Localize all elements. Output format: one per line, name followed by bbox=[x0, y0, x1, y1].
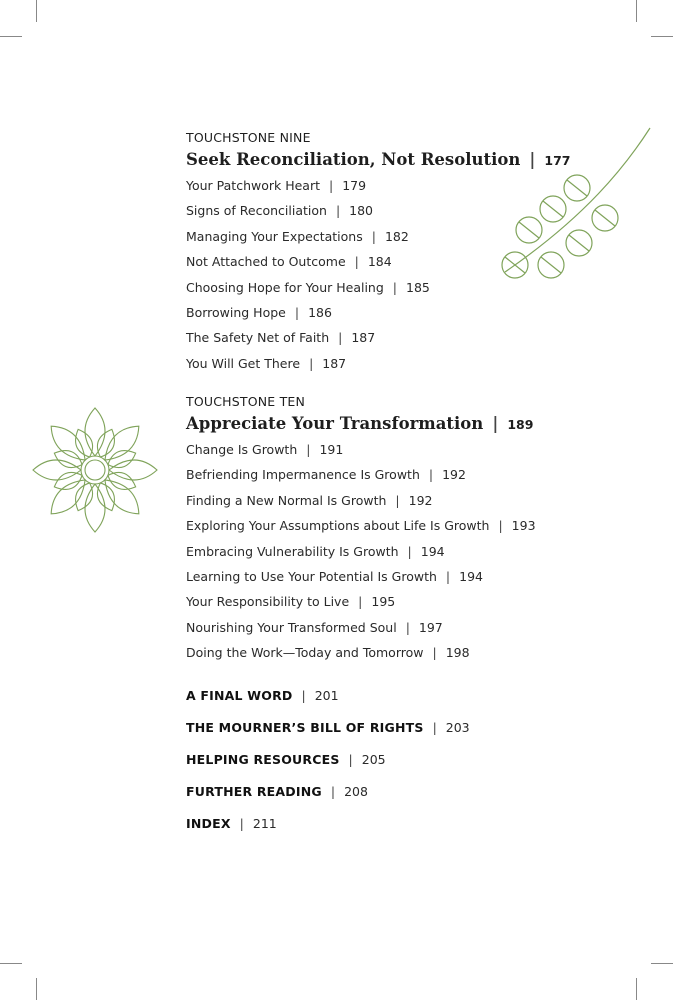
entry-title: You Will Get There bbox=[186, 355, 301, 371]
back-matter-entry[interactable] bbox=[186, 780, 470, 812]
entry-title: Managing Your Expectations bbox=[186, 228, 363, 244]
separator: | bbox=[358, 594, 363, 610]
touchstone-nine-entries bbox=[186, 173, 571, 376]
entry-title: Learning to Use Your Potential Is Growth bbox=[186, 568, 437, 584]
separator: | bbox=[529, 150, 536, 169]
entry-title: Nourishing Your Transformed Soul bbox=[186, 619, 397, 635]
separator: | bbox=[348, 752, 353, 767]
back-matter-list bbox=[186, 684, 470, 844]
separator: | bbox=[498, 518, 503, 534]
page-number: 180 bbox=[349, 203, 374, 219]
touchstone-ten-label: TOUCHSTONE TEN bbox=[186, 394, 306, 409]
entry-title: The Safety Net of Faith bbox=[186, 330, 330, 346]
toc-entry[interactable] bbox=[186, 325, 571, 350]
touchstone-nine-section bbox=[186, 130, 571, 376]
page-number: 192 bbox=[408, 492, 433, 508]
page-number: 203 bbox=[445, 720, 470, 735]
page-number: 211 bbox=[252, 816, 277, 831]
toc-entry[interactable] bbox=[186, 300, 571, 325]
separator: | bbox=[432, 645, 437, 661]
entry-title: Doing the Work—Today and Tomorrow bbox=[186, 645, 424, 661]
page-number: 187 bbox=[351, 330, 376, 346]
toc-entry[interactable] bbox=[186, 351, 571, 376]
crop-mark-left-bottom bbox=[0, 963, 22, 964]
toc-entry[interactable] bbox=[186, 275, 571, 300]
toc-entry[interactable] bbox=[186, 173, 571, 198]
back-matter-entry[interactable] bbox=[186, 716, 470, 748]
entry-title: Befriending Impermanence Is Growth bbox=[186, 467, 420, 483]
back-matter-entry[interactable] bbox=[186, 748, 470, 780]
touchstone-ten-title[interactable] bbox=[186, 412, 536, 437]
chapter-title-text: Appreciate Your Transformation bbox=[186, 414, 484, 433]
page-number: 191 bbox=[319, 442, 344, 457]
back-matter-entry[interactable] bbox=[186, 812, 470, 844]
crop-mark-bottom-left bbox=[36, 978, 37, 1000]
toc-entry[interactable] bbox=[186, 198, 571, 223]
separator: | bbox=[338, 330, 343, 346]
separator: | bbox=[239, 816, 244, 831]
page-number: 195 bbox=[371, 594, 396, 610]
touchstone-ten-section bbox=[186, 394, 536, 666]
separator: | bbox=[405, 619, 410, 635]
touchstone-nine-label: TOUCHSTONE NINE bbox=[186, 130, 311, 145]
page-number: 177 bbox=[544, 153, 571, 168]
separator: | bbox=[392, 279, 397, 295]
page-number: 194 bbox=[420, 543, 445, 559]
separator: | bbox=[335, 203, 341, 219]
page-number: 182 bbox=[384, 228, 409, 244]
page-number: 186 bbox=[308, 304, 332, 320]
entry-title: FURTHER READING bbox=[186, 784, 322, 799]
entry-title: Your Patchwork Heart bbox=[186, 178, 321, 193]
touchstone-ten-entries bbox=[186, 437, 536, 666]
separator: | bbox=[407, 543, 412, 559]
entry-title: Finding a New Normal Is Growth bbox=[186, 492, 387, 508]
page-number: 193 bbox=[511, 518, 536, 534]
chapter-title-text: Seek Reconciliation, Not Resolution bbox=[186, 150, 521, 169]
entry-title: Borrowing Hope bbox=[186, 304, 286, 320]
crop-mark-right-bottom bbox=[651, 963, 673, 964]
page-number: 187 bbox=[322, 355, 347, 371]
crop-mark-bottom-right bbox=[636, 978, 637, 1000]
separator: | bbox=[309, 355, 314, 371]
separator: | bbox=[371, 228, 376, 244]
entry-title: THE MOURNER’S BILL OF RIGHTS bbox=[186, 720, 424, 735]
entry-title: Embracing Vulnerability Is Growth bbox=[186, 543, 399, 559]
page-number: 189 bbox=[507, 417, 534, 432]
page-number: 197 bbox=[418, 619, 443, 635]
entry-title: Exploring Your Assumptions about Life Is Growth bbox=[186, 518, 490, 534]
back-matter-entry[interactable] bbox=[186, 684, 470, 716]
page-number: 192 bbox=[442, 467, 466, 483]
entry-title: INDEX bbox=[186, 816, 231, 831]
toc-entry[interactable] bbox=[186, 462, 536, 487]
entry-title: Change Is Growth bbox=[186, 442, 298, 457]
separator: | bbox=[445, 568, 451, 584]
page-number: 179 bbox=[342, 178, 367, 193]
entry-title: Signs of Reconciliation bbox=[186, 203, 327, 219]
page-number: 194 bbox=[459, 568, 483, 584]
page-number: 198 bbox=[445, 645, 470, 661]
toc-entry[interactable] bbox=[186, 513, 536, 538]
page-number: 208 bbox=[344, 784, 368, 799]
toc-entry[interactable] bbox=[186, 640, 536, 665]
touchstone-nine-title[interactable] bbox=[186, 148, 571, 173]
toc-entry[interactable] bbox=[186, 589, 536, 614]
separator: | bbox=[301, 688, 306, 703]
separator: | bbox=[432, 720, 437, 735]
separator: | bbox=[492, 414, 499, 433]
toc-entry[interactable] bbox=[186, 488, 536, 513]
separator: | bbox=[306, 442, 311, 457]
separator: | bbox=[294, 304, 300, 320]
toc-entry[interactable] bbox=[186, 615, 536, 640]
crop-mark-left-top bbox=[0, 36, 22, 37]
toc-entry[interactable] bbox=[186, 249, 571, 274]
separator: | bbox=[354, 254, 359, 270]
toc-entry[interactable] bbox=[186, 224, 571, 249]
toc-entry[interactable] bbox=[186, 564, 536, 589]
separator: | bbox=[330, 784, 336, 799]
entry-title: Choosing Hope for Your Healing bbox=[186, 279, 384, 295]
separator: | bbox=[395, 492, 400, 508]
separator: | bbox=[329, 178, 334, 193]
page-number: 201 bbox=[314, 688, 339, 703]
entry-title: A FINAL WORD bbox=[186, 688, 293, 703]
page-number: 185 bbox=[406, 279, 430, 295]
separator: | bbox=[428, 467, 434, 483]
crop-mark-right-top bbox=[651, 36, 673, 37]
page-number: 205 bbox=[361, 752, 386, 767]
entry-title: HELPING RESOURCES bbox=[186, 752, 340, 767]
entry-title: Your Responsibility to Live bbox=[186, 594, 350, 610]
toc-entry[interactable] bbox=[186, 437, 536, 462]
entry-title: Not Attached to Outcome bbox=[186, 254, 346, 270]
page-number: 184 bbox=[367, 254, 392, 270]
lotus-flower-icon bbox=[30, 405, 160, 535]
crop-mark-top-left bbox=[36, 0, 37, 22]
crop-mark-top-right bbox=[636, 0, 637, 22]
toc-entry[interactable] bbox=[186, 539, 536, 564]
